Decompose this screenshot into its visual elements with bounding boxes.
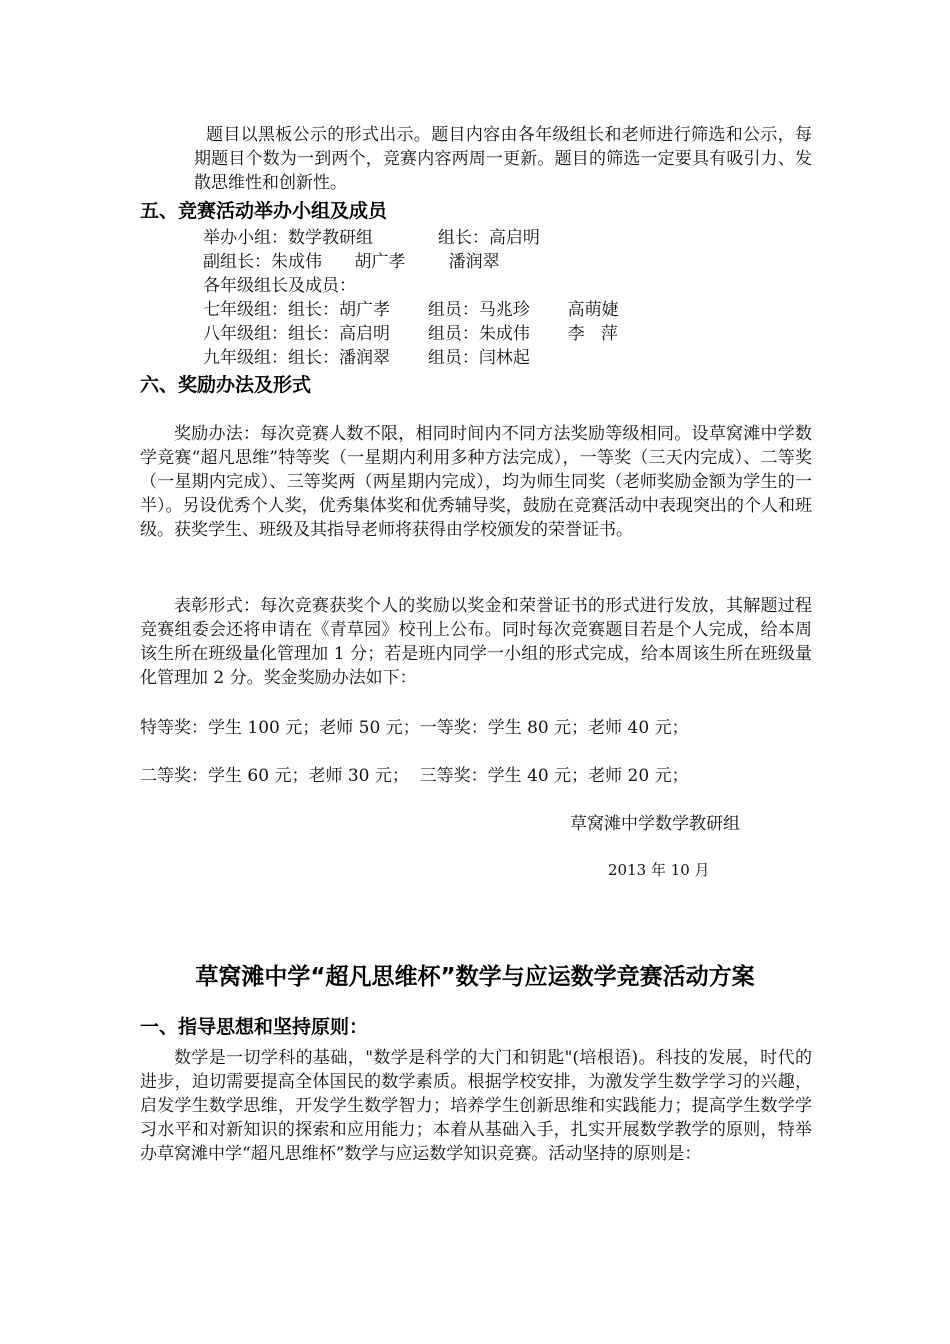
committee-line: 举办小组：数学教研组 组长：高启明 <box>203 228 540 248</box>
date: 2013 年 10 月 <box>608 861 710 879</box>
signature: 草窝滩中学数学教研组 <box>570 814 740 834</box>
grade-8-line: 八年级组：组长：高启明 组员：朱成伟 李 萍 <box>203 324 618 344</box>
reward-paragraph <box>140 422 812 542</box>
section-6-heading: 六、奖励办法及形式 <box>140 374 312 396</box>
intro-paragraph <box>194 123 812 195</box>
section-5-heading: 五、竞赛活动举办小组及成员 <box>140 200 388 222</box>
guiding-principles-paragraph <box>140 1046 812 1166</box>
section-1-heading: 一、指导思想和坚持原则： <box>140 1016 369 1038</box>
grade-9-line: 九年级组：组长：潘润翠 组员：闫林起 <box>203 348 530 368</box>
vice-leaders-line: 副组长：朱成伟 胡广孝 潘润翠 <box>203 252 500 272</box>
intro-paragraph-text: 题目以黑板公示的形式出示。题目内容由各年级组长和老师进行筛选和公示，每期题目个数为一到两个，竞赛内容两周一更新。题目的筛选一定要具有吸引力、发散思维性和创新性。 <box>194 125 812 193</box>
recognition-paragraph <box>140 594 812 690</box>
recognition-paragraph-text: 表彰形式：每次竞赛获奖个人的奖励以奖金和荣誉证书的形式进行发放，其解题过程竞赛组委会还将申请在《青草园》校刊上公布。同时每次竞赛题目若是个人完成，给本周该生所在班级量化管理加 1 分；若是班内同学一小组的形式完成，给本周该生所在班级量化管理加 2 分。奖金奖励办法如下： <box>140 596 812 688</box>
prize-line-2: 二等奖：学生 60 元；老师 30 元； 三等奖：学生 40 元；老师 20 元； <box>140 766 689 786</box>
reward-paragraph-text: 奖励办法：每次竞赛人数不限，相同时间内不同方法奖励等级相同。设草窝滩中学数学竞赛“超凡思维”特等奖（一星期内利用多种方法完成），一等奖（三天内完成）、二等奖（一星期内完成）、三等奖两（两星期内完成），均为师生同奖（老师奖励金额为学生的一半）。另设优秀个人奖，优秀集体奖和优秀辅导奖，鼓励在竞赛活动中表现突出的个人和班级。获奖学生、班级及其指导老师将获得由学校颁发的荣誉证书。 <box>140 424 812 540</box>
grade-groups-label: 各年级组长及成员： <box>203 276 356 296</box>
grade-7-line: 七年级组：组长：胡广孝 组员：马兆珍 高萌婕 <box>203 300 619 320</box>
document-title: 草窝滩中学“超凡思维杯”数学与应运数学竞赛活动方案 <box>195 964 755 990</box>
guiding-principles-text: 数学是一切学科的基础，"数学是科学的大门和钥匙"(培根语)。科技的发展，时代的进步，迫切需要提高全体国民的数学素质。根据学校安排，为激发学生数学学习的兴趣，启发学生数学思维，开发学生数学智力；培养学生创新思维和实践能力；提高学生数学学习水平和对新知识的探索和应用能力；本着从基础入手，扎实开展数学教学的原则，特举办草窝滩中学“超凡思维杯”数学与应运数学知识竞赛。活动坚持的原则是： <box>140 1048 812 1164</box>
prize-line-1: 特等奖：学生 100 元；老师 50 元；一等奖：学生 80 元；老师 40 元； <box>140 718 689 738</box>
